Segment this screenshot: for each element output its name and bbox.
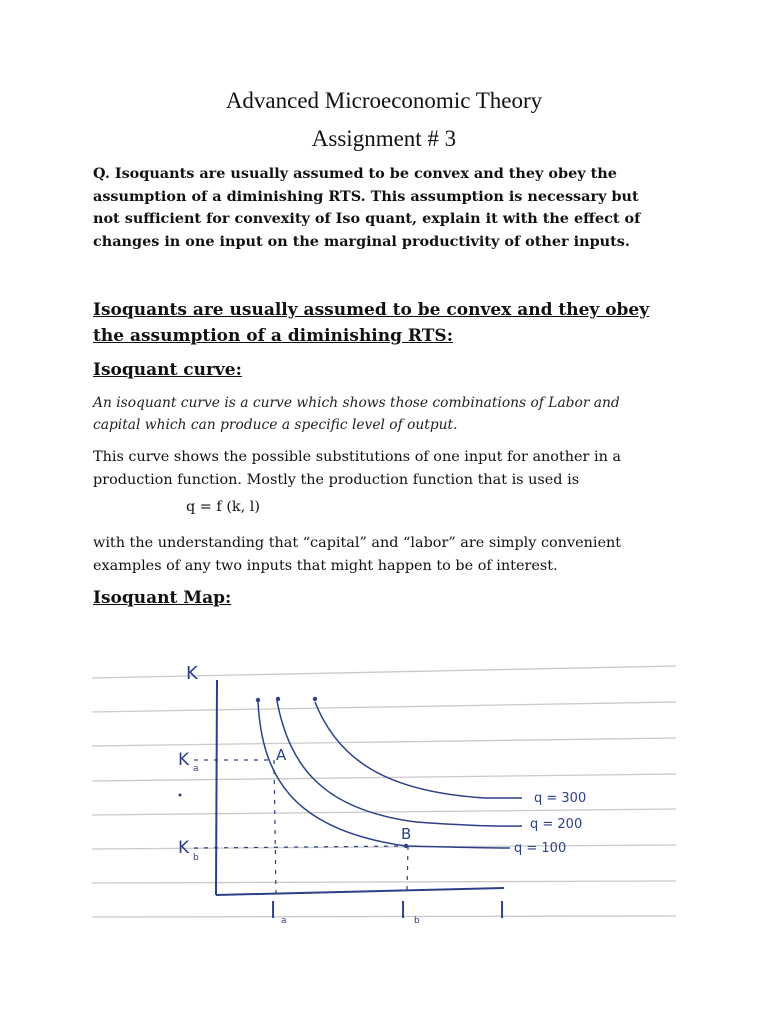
question-text [93,163,653,253]
y-axis [216,680,217,895]
definition-line: capital which can produce a specific level of output. [93,417,458,433]
paragraph-inputs [93,532,683,577]
kb-subscript: b [193,853,199,863]
isoquant-map-heading: Isoquant Map: [93,588,232,608]
guide-la [274,760,276,895]
ka-subscript: a [193,764,199,774]
la-label: l [270,899,277,924]
x-axis-label: l [499,899,506,924]
isoquant-q200 [277,701,522,826]
isoquant-q100 [258,702,510,848]
paragraph-line: examples of any two inputs that might happen to be of interest. [93,557,558,574]
lb-label: l [400,899,407,924]
definition-text [93,392,653,436]
document-title: Advanced Microeconomic Theory [225,88,543,113]
question-line: Q. Isoquants are usually assumed to be convex and they obey the [93,165,617,182]
la-subscript: a [281,916,287,926]
paragraph-line: This curve shows the possible substitutions of one input for another in a [93,449,622,465]
production-function-formula: q = f (k, l) [186,499,261,515]
kb-label: K [178,838,190,858]
guide-lines [194,760,408,895]
curve-start-dots [179,697,412,848]
ka-label: K [178,750,190,770]
isoquant-q300 [315,702,522,798]
question-line: assumption of a diminishing RTS. This assumption is necessary but [93,187,639,205]
paragraph-substitution [93,446,683,491]
section-heading-line: Isoquants are usually assumed to be convex and they obey [93,300,650,320]
lb-subscript: b [414,916,420,926]
curve-label-q300: q = 300 [534,791,587,806]
isoquant-map-figure [86,650,686,940]
x-axis [216,888,504,895]
y-axis-label: K [186,663,198,684]
paragraph-line: with the understanding that “capital” and “labor” are simply convenient [93,535,622,551]
question-line: not sufficient for convexity of Iso quant, explain it with the effect of [93,210,641,228]
section-heading [93,298,673,349]
definition-line: An isoquant curve is a curve which shows those combinations of Labor and [93,395,620,411]
point-b-label: B [401,825,412,843]
guide-lb [407,846,408,892]
curve-label-q100: q = 100 [514,841,567,856]
isoquant-curve-heading: Isoquant curve: [93,360,242,380]
ruled-paper-lines [92,666,676,917]
isoquant-curves [258,701,522,848]
section-heading-line: the assumption of a diminishing RTS: [93,325,453,346]
assignment-number: Assignment # 3 [311,126,457,151]
curve-label-q200: q = 200 [530,817,583,832]
paragraph-line: production function. Mostly the production function that is used is [93,471,580,488]
point-a-label: A [276,746,287,764]
question-line: changes in one input on the marginal productivity of other inputs. [93,232,630,250]
